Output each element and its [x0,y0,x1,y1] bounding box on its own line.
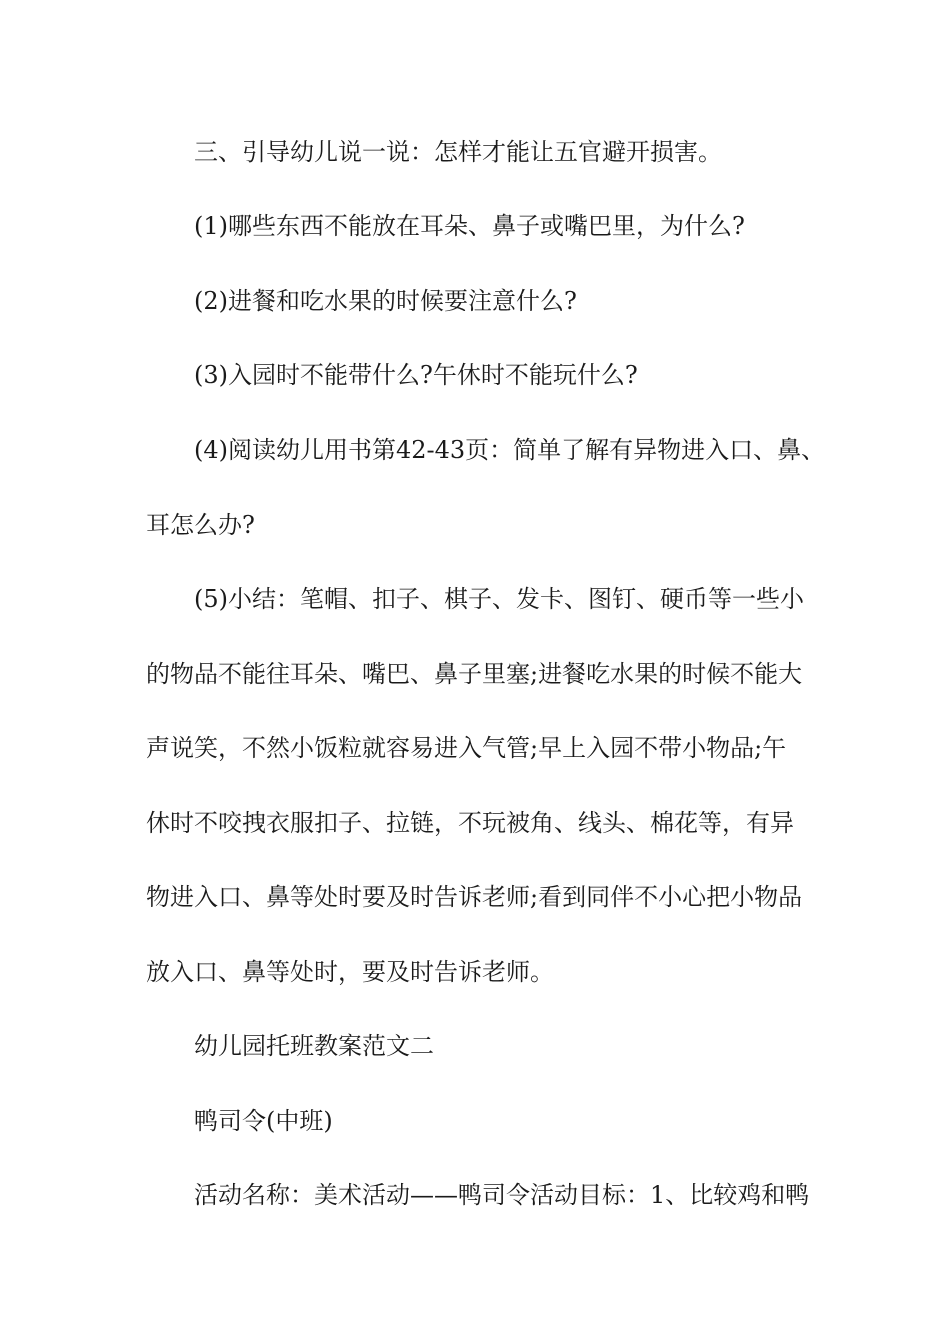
summary-line-4: 休时不咬拽衣服扣子、拉链，不玩被角、线头、棉花等，有异 [146,809,794,837]
question-three: (3)入园时不能带什么?午休时不能玩什么? [194,361,638,389]
lesson-title: 鸭司令(中班) [194,1107,333,1135]
summary-line-3: 声说笑，不然小饭粒就容易进入气管;早上入园不带小物品;午 [146,734,787,762]
paragraph-heading-three: 三、引导幼儿说一说：怎样才能让五官避开损害。 [194,138,722,166]
question-two: (2)进餐和吃水果的时候要注意什么? [194,287,577,315]
summary-line-2: 的物品不能往耳朵、嘴巴、鼻子里塞;进餐吃水果的时候不能大 [146,660,803,688]
activity-name-line: 活动名称：美术活动——鸭司令活动目标：1、比较鸡和鸭 [194,1181,810,1209]
summary-line-6: 放入口、鼻等处时，要及时告诉老师。 [146,958,554,986]
summary-line-5: 物进入口、鼻等处时要及时告诉老师;看到同伴不小心把小物品 [146,883,803,911]
question-one: (1)哪些东西不能放在耳朵、鼻子或嘴巴里，为什么? [194,212,745,240]
summary-line-1: (5)小结：笔帽、扣子、棋子、发卡、图钉、硬币等一些小 [194,585,804,613]
section-title: 幼儿园托班教案范文二 [194,1032,434,1060]
question-four-line-2: 耳怎么办? [146,511,255,539]
question-four-line-1: (4)阅读幼儿用书第42-43页：简单了解有异物进入口、鼻、 [194,436,826,464]
